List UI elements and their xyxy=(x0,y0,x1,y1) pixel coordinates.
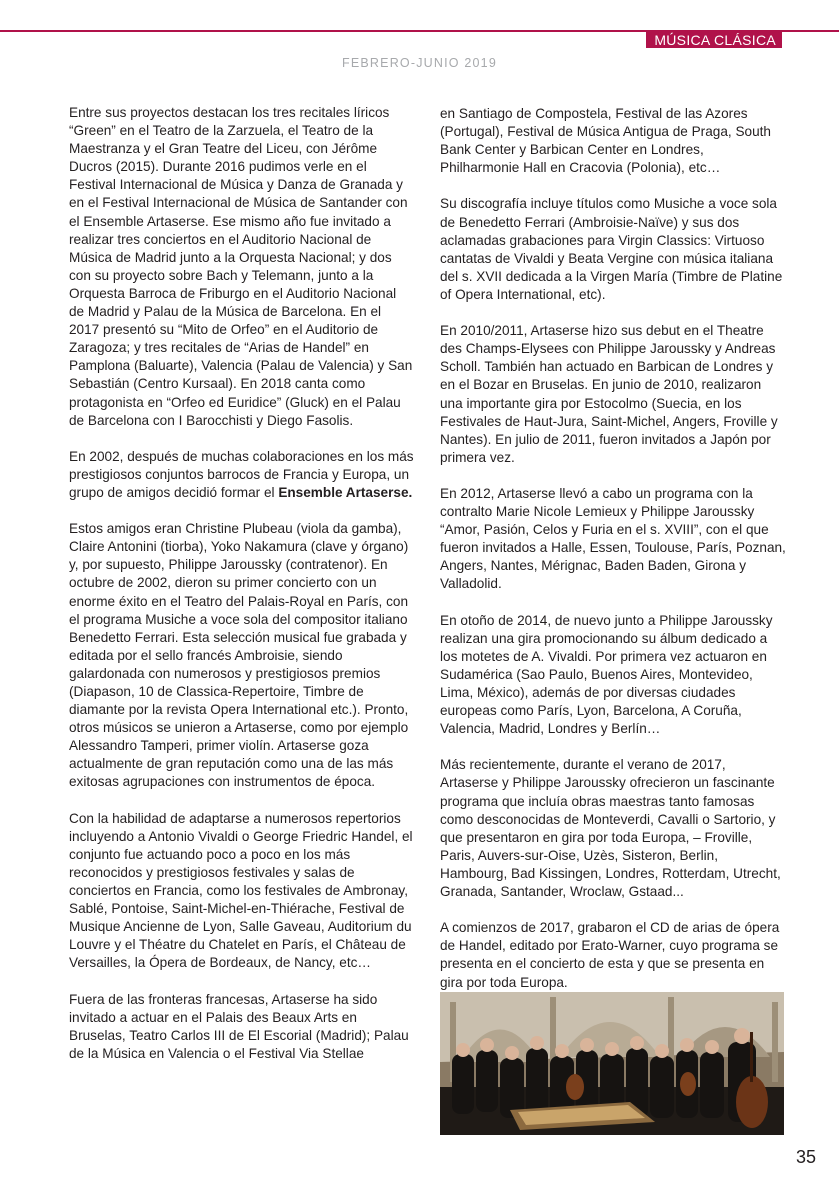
paragraph-text: En 2002, después de muchas colaboraciones en los más prestigiosos conjuntos barrocos de Francia y Europa, un grupo de amigos decidió formar el xyxy=(69,448,414,500)
paragraph: Su discografía incluye títulos como Musiche a voce sola de Benedetto Ferrari (Ambroisie-Naïve) y sus dos aclamadas grabaciones para Virgin Classics: Virtuoso cantatas de Vivaldi y Beata Vergine con música italiana del s. XVII dedicada a la Virgen María (Timbre de Platine of Opera International, etc). xyxy=(440,196,783,302)
paragraph xyxy=(69,448,415,502)
article-column-right xyxy=(440,105,786,992)
issue-date: FEBRERO-JUNIO 2019 xyxy=(342,56,497,70)
paragraph: Estos amigos eran Christine Plubeau (viola da gamba), Claire Antonini (tiorba), Yoko Nakamura (clave y órgano) y, por supuesto, Philippe Jaroussky (contratenor). En octubre de 2002, dieron su primer concierto con un enorme éxito en el Teatro del Palais-Royal en París, con el programa Musiche a voce sola del compositor italiano Benedetto Ferrari. Esta selección musical fue grabada y editada por el sello francés Ambroisie, siendo galardonada con numerosos y prestigiosos premios (Diapason, 10 de Classica-Repertoire, Timbre de diamante por la revista Opera International etc.). Pronto, otros músicos se unieron a Artaserse, como por ejemplo Alessandro Tamperi, primer violín. Artaserse goza actualmente de gran reputación como una de las más exitosas agrupaciones con instrumentos de época. xyxy=(69,521,409,790)
paragraph: Fuera de las fronteras francesas, Artaserse ha sido invitado a actuar en el Palais des Beaux Arts en Bruselas, Teatro Carlos III de El Escorial (Madrid); Palau de la Música en Valencia o el Festival Via Stellae xyxy=(69,991,409,1061)
paragraph: Más recientemente, durante el verano de 2017, Artaserse y Philippe Jaroussky ofrecieron un fascinante programa que incluía obras maestras tanto famosas como desconocidas de Monteverdi, Cavalli o Sartorio, y que presentaron en gira por toda Europa, – Froville, Paris, Auvers-sur-Oise, Uzès, Sisteron, Berlin, Hambourg, Bad Kissingen, Londres, Rotterdam, Utrecht, Granada, Santander, Wroclaw, Gstaad... xyxy=(440,757,781,900)
paragraph: en Santiago de Compostela, Festival de las Azores (Portugal), Festival de Música Antigua de Praga, South Bank Center y Barbican Center en Londres, Philharmonie Hall en Cracovia (Polonia), etc… xyxy=(440,106,771,176)
page-number: 35 xyxy=(795,1147,816,1167)
paragraph: En 2012, Artaserse llevó a cabo un programa con la contralto Marie Nicole Lemieux y Philippe Jaroussky “Amor, Pasión, Celos y Furia en el s. XVIII”, con el que fueron invitados a Halle, Essen, Toulouse, París, Poznan, Angers, Nantes, Mérignac, Baden Baden, Girona y Valladolid. xyxy=(440,485,786,592)
section-label: MÚSICA CLÁSICA xyxy=(646,31,782,48)
paragraph: Con la habilidad de adaptarse a numerosos repertorios incluyendo a Antonio Vivaldi o George Friedric Handel, el conjunto fue actuando poco a poco en los más reconocidos y prestigiosos festivales y salas de conciertos en Francia, como los festivales de Ambronay, Sablé, Pontoise, Saint-Michel-en-Thiérache, Festival de Musique Ancienne de Lyon, Salle Gaveau, Auditorium du Louvre y el Théatre du Chatelet en París, el Château de Versailles, la Ópera de Bordeaux, de Nancy, etc… xyxy=(69,810,413,971)
paragraph: En 2010/2011, Artaserse hizo sus debut en el Theatre des Champs-Elysees con Philippe Jaroussky y Andreas Scholl. También han actuado en Barbican de Londres y en el Bozar en Bruselas. En junio de 2010, realizaron una importante gira por Estocolmo (Suecia, en los Festivales de Haut-Jura, Saint-Michel, Angers, Froville y Nantes). En julio de 2011, fueron invitados a Japón por primera vez. xyxy=(440,323,778,465)
ensemble-photo xyxy=(440,992,784,1135)
paragraph: Entre sus proyectos destacan los tres recitales líricos “Green” en el Teatro de la Zarzuela, el Teatro de la Maestranza y el Gran Teatre del Liceu, con Jérôme Ducros (2015). Durante 2016 pudimos verle en el Festival Internacional de Música y Danza de Granada y en el Festival Internacional de Música de Santander con el Ensemble Artaserse. Ese mismo año fue invitado a realizar tres conciertos en el Auditorio Nacional de Música de Madrid junto a la Orquesta Nacional; y dos con su proyecto sobre Bach y Telemann, junto a la Orquesta Barroca de Friburgo en el Auditorio Nacional de Madrid y Palau de la Música de Barcelona. En el 2017 presentó su “Mito de Orfeo” en el Auditorio de Zaragoza; y tres recitales de “Arias de Handel” en Pamplona (Baluarte), Valencia (Palau de Valencia) y San Sebastián (Centro Kursaal). En 2018 canta como protagonista en “Orfeo ed Euridice” (Gluck) en el Palau de Barcelona con I Barocchisti y Diego Fasolis. xyxy=(69,105,413,428)
ensemble-photo-illustration xyxy=(440,992,784,1135)
article-column-left xyxy=(69,104,415,1063)
ensemble-name: Ensemble Artaserse. xyxy=(278,484,413,500)
paragraph: En otoño de 2014, de nuevo junto a Philippe Jaroussky realizan una gira promocionando su álbum dedicado a los motetes de A. Vivaldi. Por primera vez actuaron en Sudamérica (Sao Paulo, Buenos Aires, Montevideo, Lima, México), además de por diversas ciudades europeas como París, Lyon, Barcelona, A Coruña, Valencia, Madrid, Londres y Berlín… xyxy=(440,612,773,737)
paragraph: A comienzos de 2017, grabaron el CD de arias de ópera de Handel, editado por Erato-Warner, cuyo programa se presenta en el concierto de esta y que se presenta en gira por toda Europa. xyxy=(440,920,780,990)
